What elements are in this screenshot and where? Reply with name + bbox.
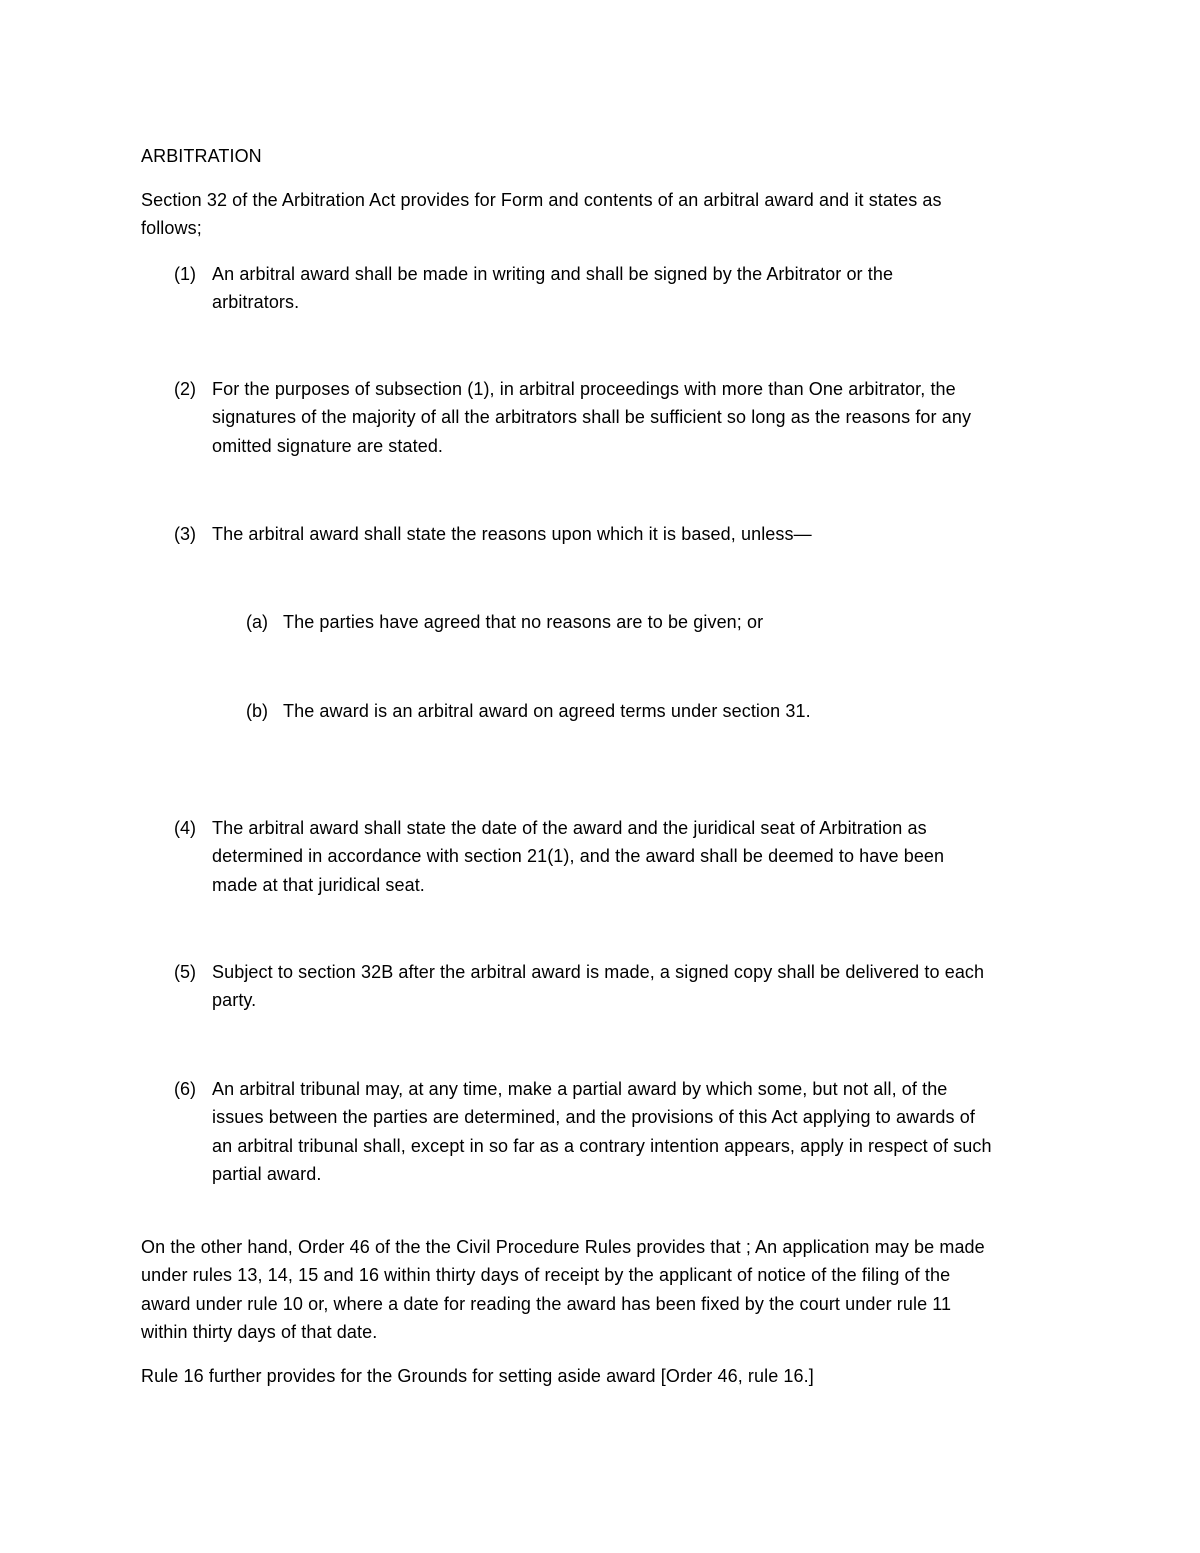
item-5-line-2: party. — [212, 990, 257, 1010]
item-6-line-3: an arbitral tribunal shall, except in so far as a contrary intention appears, apply in respect of such — [212, 1136, 992, 1156]
item-5-marker: (5) — [174, 962, 196, 982]
item-6-line-4: partial award. — [212, 1164, 322, 1184]
item-2-line-1: For the purposes of subsection (1), in arbitral proceedings with more than One arbitrator, the — [212, 379, 956, 399]
item-3b-marker: (b) — [246, 701, 268, 721]
closing-line-4: within thirty days of that date. — [141, 1322, 378, 1342]
item-2-marker: (2) — [174, 379, 196, 399]
item-4-line-1: The arbitral award shall state the date of the award and the juridical seat of Arbitration as — [212, 818, 927, 838]
item-3b-text: The award is an arbitral award on agreed terms under section 31. — [283, 701, 811, 721]
document-heading: ARBITRATION — [141, 146, 262, 166]
item-1-line-1: An arbitral award shall be made in writing and shall be signed by the Arbitrator or the — [212, 264, 894, 284]
item-3a-marker: (a) — [246, 612, 268, 632]
item-6-line-2: issues between the parties are determined, and the provisions of this Act applying to awards of — [212, 1107, 975, 1127]
intro-line-1: Section 32 of the Arbitration Act provides for Form and contents of an arbitral award and it states as — [141, 190, 942, 210]
item-5-line-1: Subject to section 32B after the arbitral award is made, a signed copy shall be delivered to each — [212, 962, 985, 982]
item-4-marker: (4) — [174, 818, 196, 838]
item-3-marker: (3) — [174, 524, 196, 544]
item-6-line-1: An arbitral tribunal may, at any time, make a partial award by which some, but not all, of the — [212, 1079, 948, 1099]
item-4-line-2: determined in accordance with section 21(1), and the award shall be deemed to have been — [212, 846, 945, 866]
closing-line-3: award under rule 10 or, where a date for reading the award has been fixed by the court under rule 11 — [141, 1294, 952, 1314]
closing-line-2: under rules 13, 14, 15 and 16 within thirty days of receipt by the applicant of notice of the filing of the — [141, 1265, 951, 1285]
final-line: Rule 16 further provides for the Grounds for setting aside award [Order 46, rule 16.] — [141, 1366, 814, 1386]
item-3-line-1: The arbitral award shall state the reasons upon which it is based, unless— — [212, 524, 812, 544]
item-6-marker: (6) — [174, 1079, 196, 1099]
intro-line-2: follows; — [141, 218, 202, 238]
item-1-line-2: arbitrators. — [212, 292, 300, 312]
item-2-line-2: signatures of the majority of all the arbitrators shall be sufficient so long as the reasons for any — [212, 407, 972, 427]
item-1-marker: (1) — [174, 264, 196, 284]
item-2-line-3: omitted signature are stated. — [212, 436, 444, 456]
item-4-line-3: made at that juridical seat. — [212, 875, 425, 895]
closing-line-1: On the other hand, Order 46 of the the Civil Procedure Rules provides that ; An application may be made — [141, 1237, 985, 1257]
item-3a-text: The parties have agreed that no reasons are to be given; or — [283, 612, 764, 632]
